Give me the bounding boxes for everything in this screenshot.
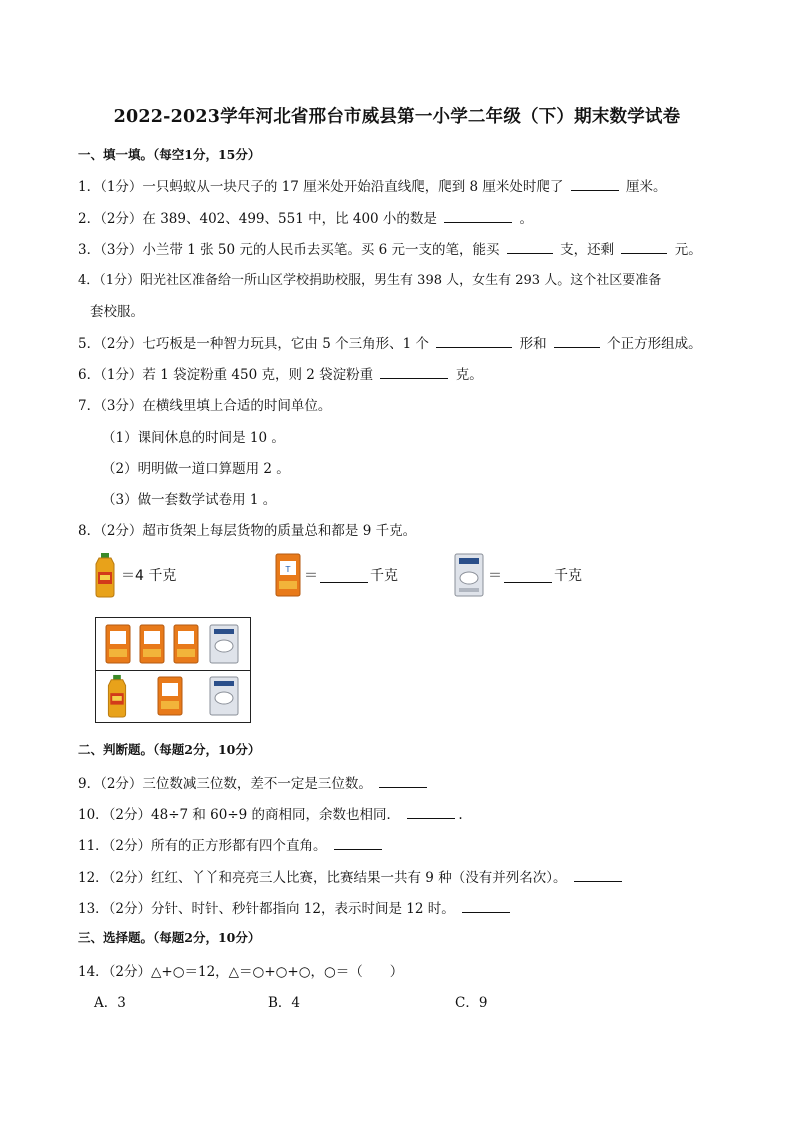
answer-blank[interactable] [380, 366, 448, 379]
answer-blank[interactable] [320, 568, 368, 583]
question-9: 9．（2分）三位数减三位数，差不一定是三位数。 [78, 772, 430, 792]
question-11: 11．（2分）所有的正方形都有四个直角。 [78, 834, 385, 854]
question-3: 3．（3分）小兰带 1 张 50 元的人民币去买笔。买 6 元一支的笔，能买 支，还剩 元。 [78, 242, 702, 258]
legend-oil: ＝4 千克 [92, 552, 176, 598]
question-4-cont: 套校服。 [90, 304, 144, 320]
answer-blank[interactable] [444, 210, 512, 223]
answer-blank[interactable] [407, 806, 455, 819]
section-multiple-choice: 三、选择题。（每题2分，10分） [78, 930, 261, 945]
flour-bag-icon [208, 624, 240, 664]
section-true-false: 二、判断题。（每题2分，10分） [78, 742, 261, 757]
question-10: 10．（2分）48÷7 和 60÷9 的商相同，余数也相同． . [78, 807, 463, 823]
detergent-bag-icon [156, 676, 184, 716]
question-13: 13．（2分）分针、时针、秒针都指向 12，表示时间是 12 时。 [78, 897, 513, 917]
shelf-row-1 [96, 618, 250, 671]
answer-blank[interactable] [571, 178, 619, 191]
answer-blank[interactable] [507, 241, 553, 254]
answer-blank[interactable] [436, 335, 512, 348]
question-7: 7．（3分）在横线里填上合适的时间单位。 [78, 398, 332, 414]
detergent-bag-icon [275, 553, 301, 597]
answer-blank[interactable] [621, 241, 667, 254]
question-8: 8．（2分）超市货架上每层货物的质量总和都是 9 千克。 [78, 523, 417, 539]
detergent-bag-icon [138, 624, 166, 664]
option-c[interactable]: C．9 [455, 995, 488, 1011]
flour-bag-icon [208, 676, 240, 716]
question-7-1: （1）课间休息的时间是 10 。 [102, 430, 285, 446]
answer-blank[interactable] [504, 568, 552, 583]
section-fill-in: 一、填一填。（每空1分，15分） [78, 147, 261, 162]
shelf-figure [95, 617, 251, 723]
flour-bag-icon [453, 552, 485, 598]
detergent-bag-icon [104, 624, 132, 664]
question-6: 6．（1分）若 1 袋淀粉重 450 克，则 2 袋淀粉重 克。 [78, 367, 483, 383]
question-14: 14．（2分）△+○＝12，△＝○+○+○，○＝（ ） [78, 964, 404, 980]
answer-blank[interactable] [379, 775, 427, 788]
detergent-bag-icon [172, 624, 200, 664]
question-5: 5．（2分）七巧板是一种智力玩具，它由 5 个三角形、1 个 形和 个正方形组成。 [78, 336, 702, 352]
question-7-2: （2）明明做一道口算题用 2 。 [102, 461, 290, 477]
answer-blank[interactable] [554, 335, 600, 348]
question-4: 4．（1分）阳光社区准备给一所山区学校捐助校服，男生有 398 人，女生有 293 人。这个社区要准备 [78, 273, 662, 288]
legend-flour: ＝ 千克 [453, 552, 582, 598]
shelf-row-2 [96, 670, 250, 722]
oil-bottle-icon [104, 674, 130, 718]
svg-text:T: T [285, 565, 291, 574]
option-a[interactable]: A．3 [94, 995, 126, 1011]
answer-blank[interactable] [462, 900, 510, 913]
page-title: 2022-2023学年河北省邢台市威县第一小学二年级（下）期末数学试卷 [113, 107, 681, 127]
question-1: 1．（1分）一只蚂蚁从一块尺子的 17 厘米处开始沿直线爬，爬到 8 厘米处时爬了 厘米。 [78, 179, 667, 195]
answer-blank[interactable] [334, 837, 382, 850]
question-7-3: （3）做一套数学试卷用 1 。 [102, 492, 277, 508]
legend-detergent: T ＝ 千克 [275, 552, 398, 598]
oil-bottle-icon [92, 552, 118, 598]
question-2: 2．（2分）在 389、402、499、551 中，比 400 小的数是 。 [78, 211, 534, 227]
answer-blank[interactable] [574, 869, 622, 882]
question-12: 12．（2分）红红、丫丫和亮亮三人比赛，比赛结果一共有 9 种（没有并列名次）。 [78, 866, 625, 886]
option-b[interactable]: B．4 [268, 995, 301, 1011]
